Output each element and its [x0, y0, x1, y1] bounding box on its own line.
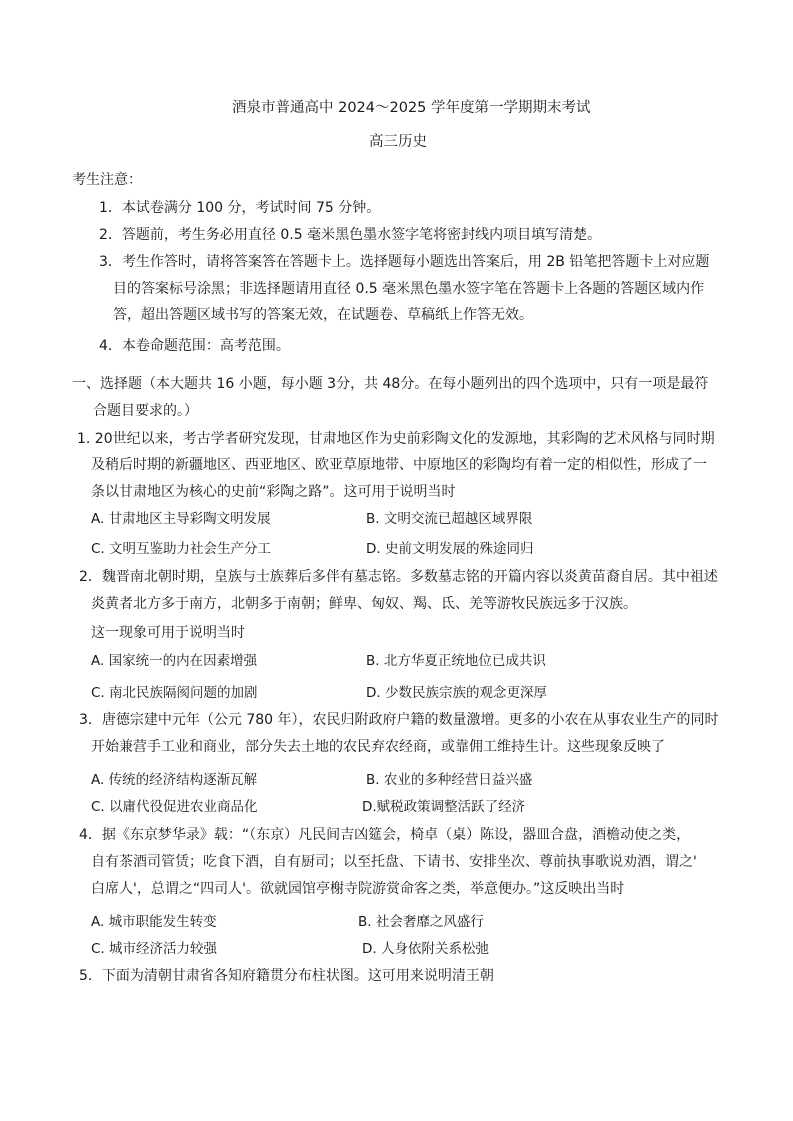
question-1-line-3: 条以甘肃地区为核心的史前“彩陶之路”。这可用于说明当时 [91, 484, 456, 500]
question-2-option-d: D. 少数民族宗族的观念更深厚 [366, 685, 547, 701]
notice-item-3-cont-1: 目的答案标号涂黑；非选择题请用直径 0.5 毫米黑色墨水签字笔在答题卡上各题的答题区域内作 [113, 281, 705, 297]
question-1-option-d: D. 史前文明发展的殊途同归 [366, 541, 534, 557]
question-2-line-2: 炎黄者北方多于南方，北朝多于南朝；鲜卑、匈奴、羯、氐、羌等游牧民族远多于汉族。 [91, 596, 637, 612]
notice-item-3-cont-2: 答，超出答题区域书写的答案无效，在试题卷、草稿纸上作答无效。 [113, 307, 533, 323]
question-4-option-d: D. 人身依附关系松弛 [362, 941, 489, 957]
notice-item-2: 2．答题前，考生务必用直径 0.5 毫米黑色墨水签字笔将密封线内项目填写清楚。 [99, 227, 602, 243]
question-2-line-3: 这一现象可用于说明当时 [91, 625, 245, 641]
question-2-line-1: 2．魏晋南北朝时期，皇族与士族葬后多伴有墓志铭。多数墓志铭的开篇内容以炎黄苗裔自居。其中祖述 [79, 569, 718, 585]
section-heading-cont: 合题目要求的。） [93, 403, 198, 419]
question-4-line-1: 4．据《东京梦华录》载：“（东京）凡民间吉凶筵会，椅卓（桌）陈设，器皿合盘，酒檐动使之类， [79, 827, 691, 843]
exam-subject: 高三历史 [369, 134, 427, 150]
question-1-line-2: 及稍后时期的新疆地区、西亚地区、欧亚草原地带、中原地区的彩陶均有着一定的相似性，形成了一 [91, 457, 707, 473]
question-4-line-2: 自有茶酒司管赁；吃食下酒，自有厨司；以至托盘、下请书、安排坐次、尊前执事歌说劝酒，谓之' [91, 854, 697, 870]
question-5-line-1: 5．下面为清朝甘肃省各知府籍贯分布柱状图。这可用来说明清王朝 [79, 968, 494, 984]
notice-item-4: 4．本卷命题范围：高考范围。 [99, 338, 290, 354]
question-4-line-3: 白席人'，总谓之“四司人'。欲就园馆亭榭寺院游赏命客之类，举意便办。”这反映出当时 [91, 881, 625, 897]
exam-title: 酒泉市普通高中 2024～2025 学年度第一学期期末考试 [232, 100, 591, 116]
question-1-option-b: B. 文明交流已超越区域界限 [366, 511, 533, 527]
question-3-line-2: 开始兼营手工业和商业，部分失去土地的农民弃农经商，或靠佣工维持生计。这些现象反映了 [91, 739, 665, 755]
notice-heading: 考生注意： [72, 172, 142, 188]
question-2-option-c: C. 南北民族隔阂问题的加剧 [91, 685, 258, 701]
question-1-option-a: A. 甘肃地区主导彩陶文明发展 [91, 511, 271, 527]
question-3-line-1: 3．唐德宗建中元年（公元 780 年），农民归附政府户籍的数量激增。更多的小农在从事农业生产的同时 [79, 712, 719, 728]
question-3-option-b: B. 农业的多种经营日益兴盛 [366, 772, 533, 788]
notice-item-1: 1．本试卷满分 100 分，考试时间 75 分钟。 [99, 200, 381, 216]
question-2-option-a: A. 国家统一的内在因素增强 [91, 653, 258, 669]
question-3-option-d: D.赋税政策调整活跃了经济 [362, 799, 526, 815]
question-2-option-b: B. 北方华夏正统地位已成共识 [366, 653, 546, 669]
section-heading: 一、选择题（本大题共 16 小题，每小题 3分，共 48分。在每小题列出的四个选项中，只有一项是最符 [72, 376, 709, 392]
question-1-line-1: 1. 20世纪以来，考古学者研究发现，甘肃地区作为史前彩陶文化的发源地，其彩陶的艺术风格与同时期 [77, 431, 715, 447]
question-4-option-c: C. 城市经济活力较强 [91, 941, 218, 957]
question-3-option-a: A. 传统的经济结构逐渐瓦解 [91, 772, 258, 788]
question-3-option-c: C. 以庸代役促进农业商品化 [91, 799, 258, 815]
question-1-option-c: C. 文明互鉴助力社会生产分工 [91, 541, 272, 557]
notice-item-3: 3．考生作答时，请将答案答在答题卡上。选择题每小题选出答案后，用 2B 铅笔把答题卡上对应题 [99, 254, 710, 270]
question-4-option-b: B. 社会奢靡之风盛行 [358, 914, 484, 930]
question-4-option-a: A. 城市职能发生转变 [91, 914, 217, 930]
